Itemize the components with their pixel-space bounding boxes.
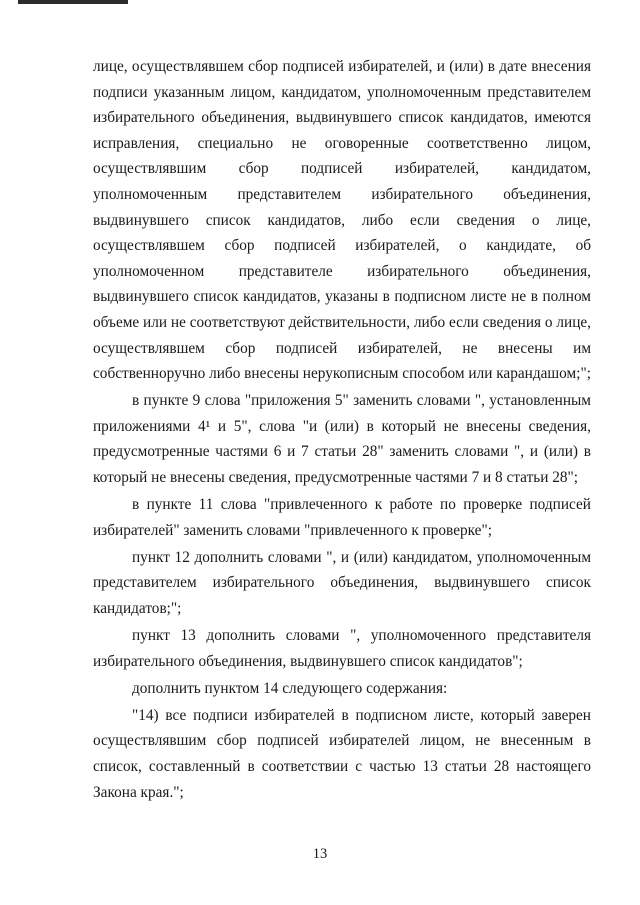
paragraph-item-12: пункт 12 дополнить словами ", и (или) кандидатом, уполномоченным представителем избирательного объединения, выдвинувшего список кандидатов;"; — [93, 548, 591, 617]
scan-edge-mark — [18, 0, 128, 4]
paragraph-item-9: в пункте 9 слова "приложения 5" заменить словами ", установленным приложениями 4¹ и 5", слова "и (или) в который не внесены сведения, предусмотренные частями 6 и 7 статьи 28" заменить словами ", и (или) в который не внесены сведения, предусмотренные частями 7 и 8 статьи 28"; — [93, 392, 591, 486]
paragraph-continuation: лице, осуществлявшем сбор подписей избирателей, и (или) в дате внесения подписи указанным лицом, кандидатом, уполномоченным представителем избирательного объединения, выдвинувшего список кандидатов, имеются исправления, специально не оговоренные соответственно лицом, осуществлявшим сбор подписей избирателей, кандидатом, уполномоченным представителем избирательного объединения, выдвинувшего список кандидатов, либо если сведения о лице, осуществлявшем сбор подписей избирателей, о кандидате, об уполномоченном представителе избирательного объединения, выдвинувшего список кандидатов, указаны в подписном листе не в полном объеме или не соответствуют действительности, либо если сведения о лице, осуществлявшем сбор подписей избирателей, не внесены им собственноручно либо внесены нерукописным способом или карандашом;"; — [93, 58, 591, 383]
paragraph-item-11: в пункте 11 слова "привлеченного к работе по проверке подписей избирателей" заменить словами "привлеченного к проверке"; — [93, 496, 591, 539]
page-number: 13 — [312, 846, 328, 862]
paragraph-item-14-text: "14) все подписи избирателей в подписном листе, который заверен осуществлявшим сбор подписей избирателей лицом, не внесенным в список, составленный в соответствии с частью 13 статьи 28 настоящего Закона края."; — [93, 706, 591, 801]
document-body — [93, 54, 591, 807]
paragraph-item-13: пункт 13 дополнить словами ", уполномоченного представителя избирательного объединения, выдвинувшего список кандидатов"; — [93, 627, 591, 670]
paragraph-add-item-14: дополнить пунктом 14 следующего содержания: — [132, 679, 448, 697]
